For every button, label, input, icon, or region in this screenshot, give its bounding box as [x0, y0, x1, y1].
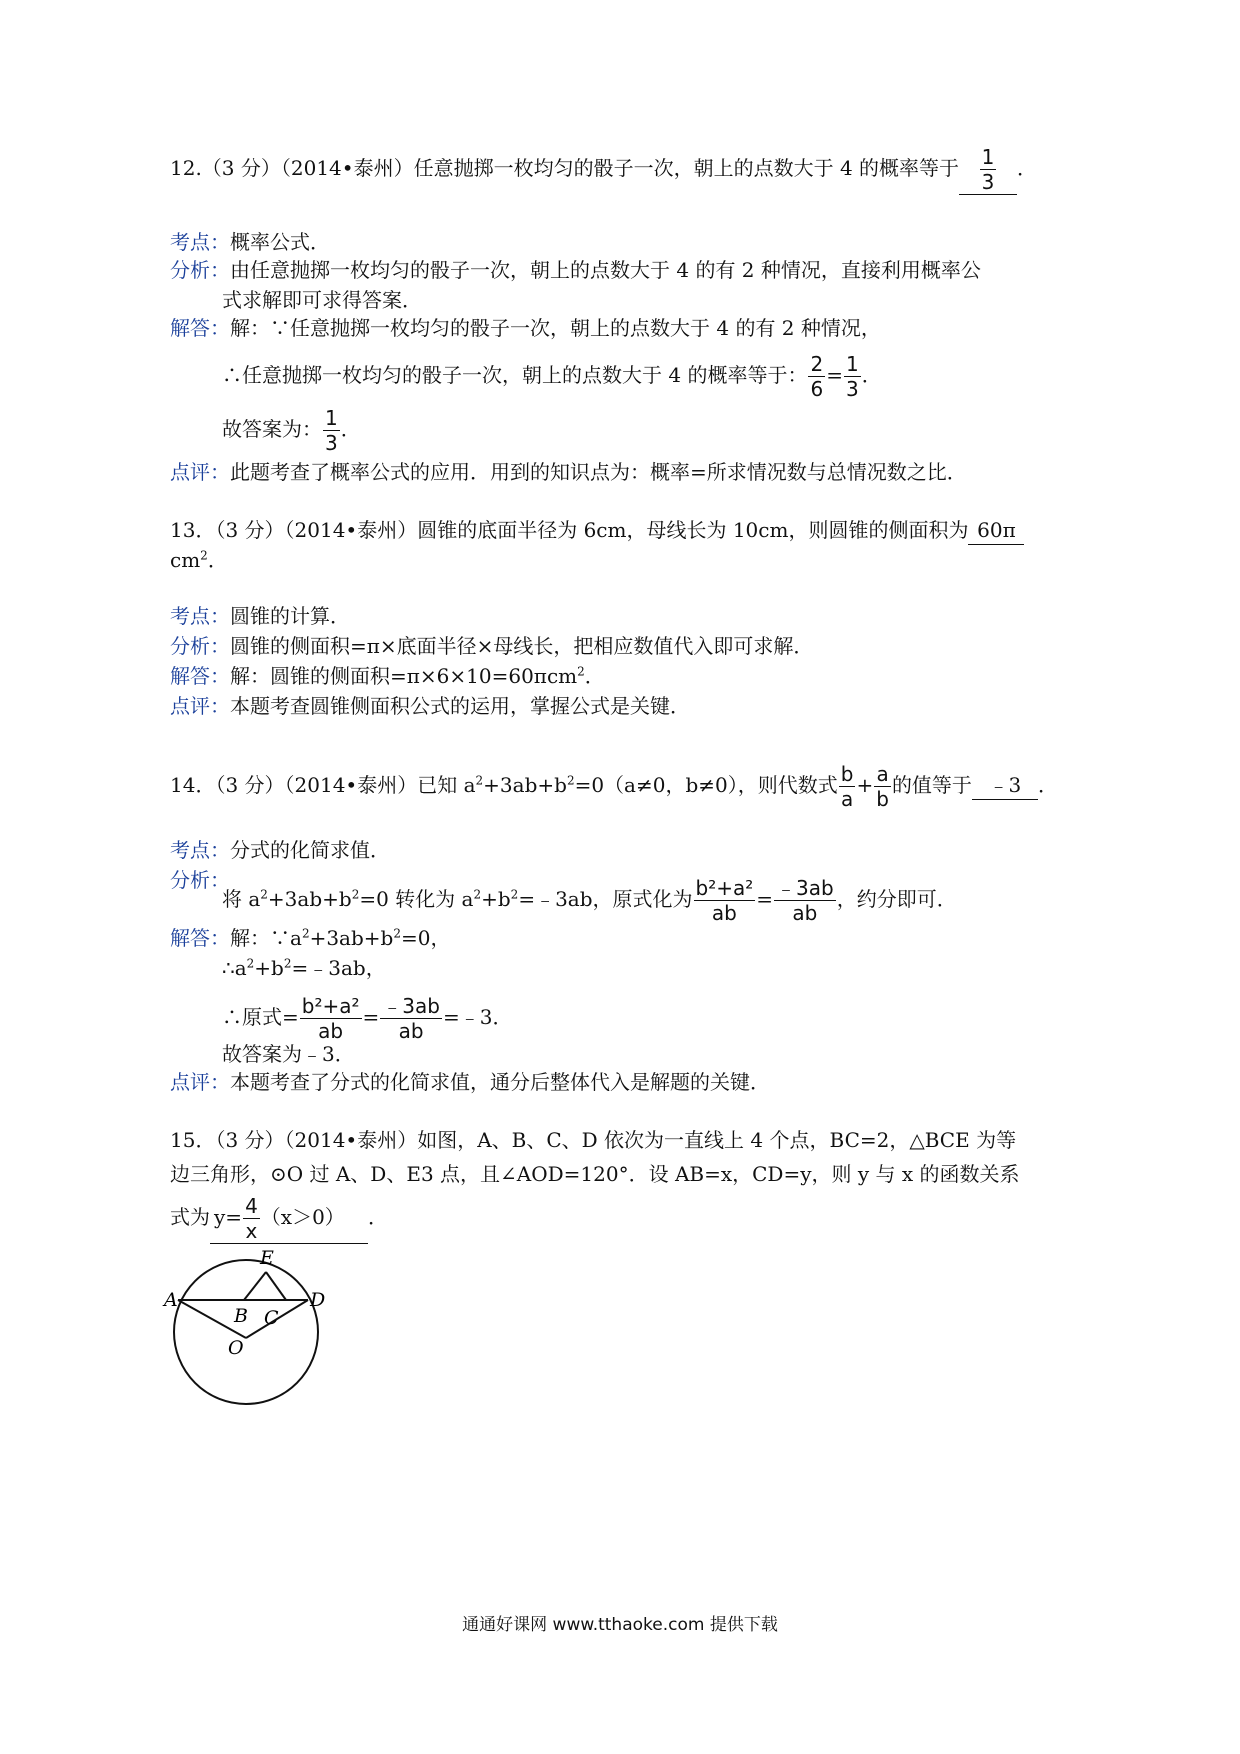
q15-answer-blank: y= $\frac{4}{x}$ （x＞0）	[210, 1194, 368, 1244]
q12-kaodian: 考点：概率公式．	[170, 230, 330, 254]
q12-answer-blank: $\frac{1}{3}$	[959, 145, 1017, 195]
q14-jieda-1: 解答：解：$\because a^2+3ab+b^2=0$，	[170, 926, 451, 950]
footer: 通通好课网 www.tthaoke.com 提供下载	[462, 1615, 778, 1635]
q14-dianping: 点评：本题考查了分式的化简求值，通分后整体代入是解题的关键．	[170, 1070, 770, 1094]
q12-jieda-3: 故答案为： $\frac{1}{3}$ ．	[222, 406, 361, 455]
q13-jieda: 解答：解：圆锥的侧面积=π×6×10=60πcm$^2$．	[170, 664, 605, 688]
q14-kaodian: 考点：分式的化简求值．	[170, 838, 390, 862]
circle-o	[174, 1260, 318, 1404]
label-e: E	[260, 1247, 274, 1269]
q14-stem: 14．（3 分）（2014•泰州）已知 $a^2+3ab+b^2=0(a\ne 0$，b≠0），则代数式 $\frac{b}{a}$ + $\frac{a}{b}$ 的值等于 ﹣3 ．	[170, 762, 1058, 811]
line-ce	[266, 1272, 286, 1300]
q13-unit: $cm^2$．	[170, 548, 228, 572]
q14-jieda-3: ∴原式= $\frac{\text{b²+a²}}{ab}$ = $\frac{﹣3ab}{ab}$ =﹣3．	[222, 994, 513, 1043]
q12-fenxi-cont: 式求解即可求得答案．	[222, 288, 422, 312]
q14-jieda-4: 故答案为﹣3．	[222, 1042, 355, 1066]
q13-kaodian: 考点：圆锥的计算．	[170, 604, 350, 628]
q15-figure	[160, 1240, 360, 1440]
q12-jieda-2: ∴任意抛掷一枚均匀的骰子一次，朝上的点数大于 4 的概率等于： $\frac{2}{6}$ = $\frac{1}{3}$ ．	[222, 352, 882, 401]
q15-line1: 15．（3 分）（2014•泰州）如图，A、B、C、D 依次为一直线上 4 个点，BC=2，△BCE 为等	[170, 1128, 1017, 1152]
line-be	[244, 1272, 266, 1300]
q15-line3: 式为 y= $\frac{4}{x}$ （x＞0） ．	[170, 1194, 388, 1243]
q14-fenxi: 分析：	[170, 868, 230, 892]
q12-fenxi: 分析：由任意抛掷一枚均匀的骰子一次，朝上的点数大于 4 的有 2 种情况，直接利用概率公	[170, 258, 981, 282]
q13-stem: 13．（3 分）（2014•泰州）圆锥的底面半径为 6cm，母线长为 10cm，则圆锥的侧面积为 60π	[170, 516, 1024, 545]
q14-fenxi-body: 将 $a^2+3ab+b^2=0$ 转化为 $a^2+b^2=﹣3ab$，原式化为 $\frac{\text{b²+a²}}{ab}$ = $\frac{﹣3ab}{ab}$ ，约分即可．	[222, 876, 957, 925]
q12-jieda: 解答：解：∵任意抛掷一枚均匀的骰子一次，朝上的点数大于 4 的有 2 种情况，	[170, 316, 881, 340]
label-o: O	[228, 1337, 244, 1359]
label-b: B	[234, 1305, 248, 1327]
label-d: D	[310, 1289, 326, 1311]
label-a: A	[164, 1289, 178, 1311]
label-c: C	[264, 1307, 279, 1329]
q13-dianping: 点评：本题考查圆锥侧面积公式的运用，掌握公式是关键．	[170, 694, 690, 718]
q12-dianping: 点评：此题考查了概率公式的应用．用到的知识点为：概率=所求情况数与总情况数之比．	[170, 460, 967, 484]
q12-stem: 12.（3 分）（2014•泰州）任意抛掷一枚均匀的骰子一次，朝上的点数大于 4 的概率等于 $\frac{1}{3}$ ．	[170, 145, 1038, 194]
q14-jieda-2: $\therefore a^2+b^2=﹣3ab$，	[222, 956, 386, 980]
q15-line2: 边三角形，⊙O 过 A、D、E3 点，且∠AOD=120°．设 AB=x，CD=y，则 y 与 x 的函数关系	[170, 1162, 1020, 1186]
q13-fenxi: 分析：圆锥的侧面积=π×底面半径×母线长，把相应数值代入即可求解．	[170, 634, 814, 658]
